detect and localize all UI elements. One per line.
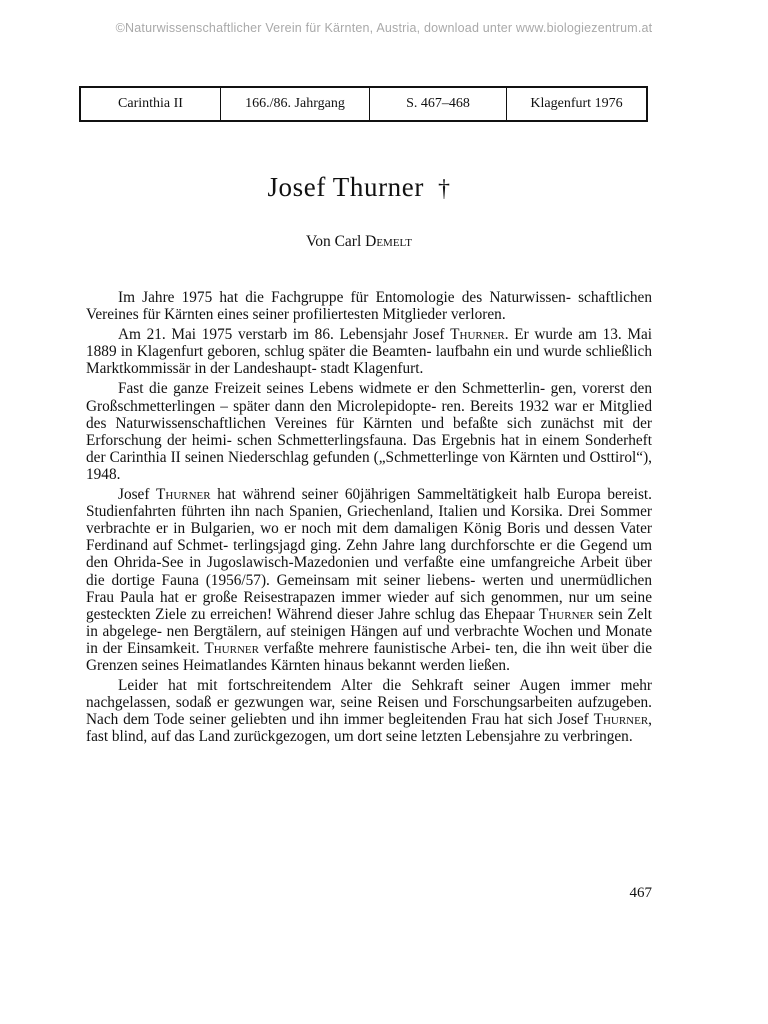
article-title: Josef Thurner [267,172,424,202]
paragraph-4: Josef Thurner hat während seiner 60jährigen Sammeltätigkeit halb Europa bereist. Studienfahrten führten ihn nach Spanien, Griechenland, Italien und Korsika. Drei Sommer verbrachte er in Bulgarien, wo er noch mit dem damaligen König Boris und dessen Vater Ferdinand auf Schmet- terlingsjagd ging. Zehn Jahre lang durchforschte er die Gegend um den Ohrida-See in Jugoslawisch-Mazedonien und verfaßte eine umfangreiche Arbeit über die dortige Fauna (1956/57). Gemeinsam mit seiner liebens- werten und unermüdlichen Frau Paula hat er große Reisestrapazen immer wieder auf sich genommen, nur um seine gesteckten Ziele zu erreichen! Während dieser Jahre schlug das Ehepaar Thurner sein Zelt in abgelege- nen Bergtälern, auf steinigen Hängen auf und verbrachte Wochen und Monate in der Einsamkeit. Thurner verfaßte mehrere faunistische Arbei- ten, die ihn weit über die Grenzen seines Heimatlandes Kärnten hinaus bekannt werden ließen. [86,486,652,674]
page-number: 467 [629,885,652,901]
death-cross-icon: † [437,176,451,202]
paragraph-5: Leider hat mit fortschreitendem Alter die Sehkraft seiner Augen immer mehr nachgelassen, sodaß er gezwungen war, seine Reisen und Forschungsarbeiten aufzugeben. Nach dem Tode seiner geliebten und ihn immer begleitenden Frau hat sich Josef Thurner, fast blind, auf das Land zurückgezogen, um dort seine letzten Lebensjahre zu verbringen. [86,677,652,746]
article-body [86,289,652,748]
author-surname: Demelt [365,233,412,250]
copyright-watermark: ©Naturwissenschaftlicher Verein für Kärnten, Austria, download unter www.biologiezentrum.at [115,21,653,35]
author-prefix: Von Carl [306,233,362,250]
journal-name-cell: Carinthia II [80,87,221,121]
volume-cell: 166./86. Jahrgang [221,87,370,121]
paragraph-1: Im Jahre 1975 hat die Fachgruppe für Entomologie des Naturwissen- schaftlichen Vereines für Kärnten eines seiner profiliertesten Mitglieder verloren. [86,289,652,324]
place-year-cell: Klagenfurt 1976 [507,87,648,121]
pages-cell: S. 467–468 [370,87,507,121]
citation-header-table [79,86,648,122]
paragraph-2: Am 21. Mai 1975 verstarb im 86. Lebensjahr Josef Thurner. Er wurde am 13. Mai 1889 in Klagenfurt geboren, schlug später die Beamten- laufbahn ein und wurde schließlich Marktkommissär in der Landeshaupt- stadt Klagenfurt. [86,326,652,378]
paragraph-3: Fast die ganze Freizeit seines Lebens widmete er den Schmetterlin- gen, vorerst den Großschmetterlingen – später dann den Microlepidopte- ren. Bereits 1932 war er Mitglied des Naturwissenschaftlichen Vereines für Kärnten und befaßte sich zunächst mit der Erforschung der heimi- schen Schmetterlingsfauna. Das Ergebnis hat in einem Sonderheft der Carinthia II seinen Niederschlag gefunden („Schmetterlinge von Kärnten und Osttirol“), 1948. [86,380,652,483]
article-title-block [0,172,718,203]
author-line [0,233,718,251]
